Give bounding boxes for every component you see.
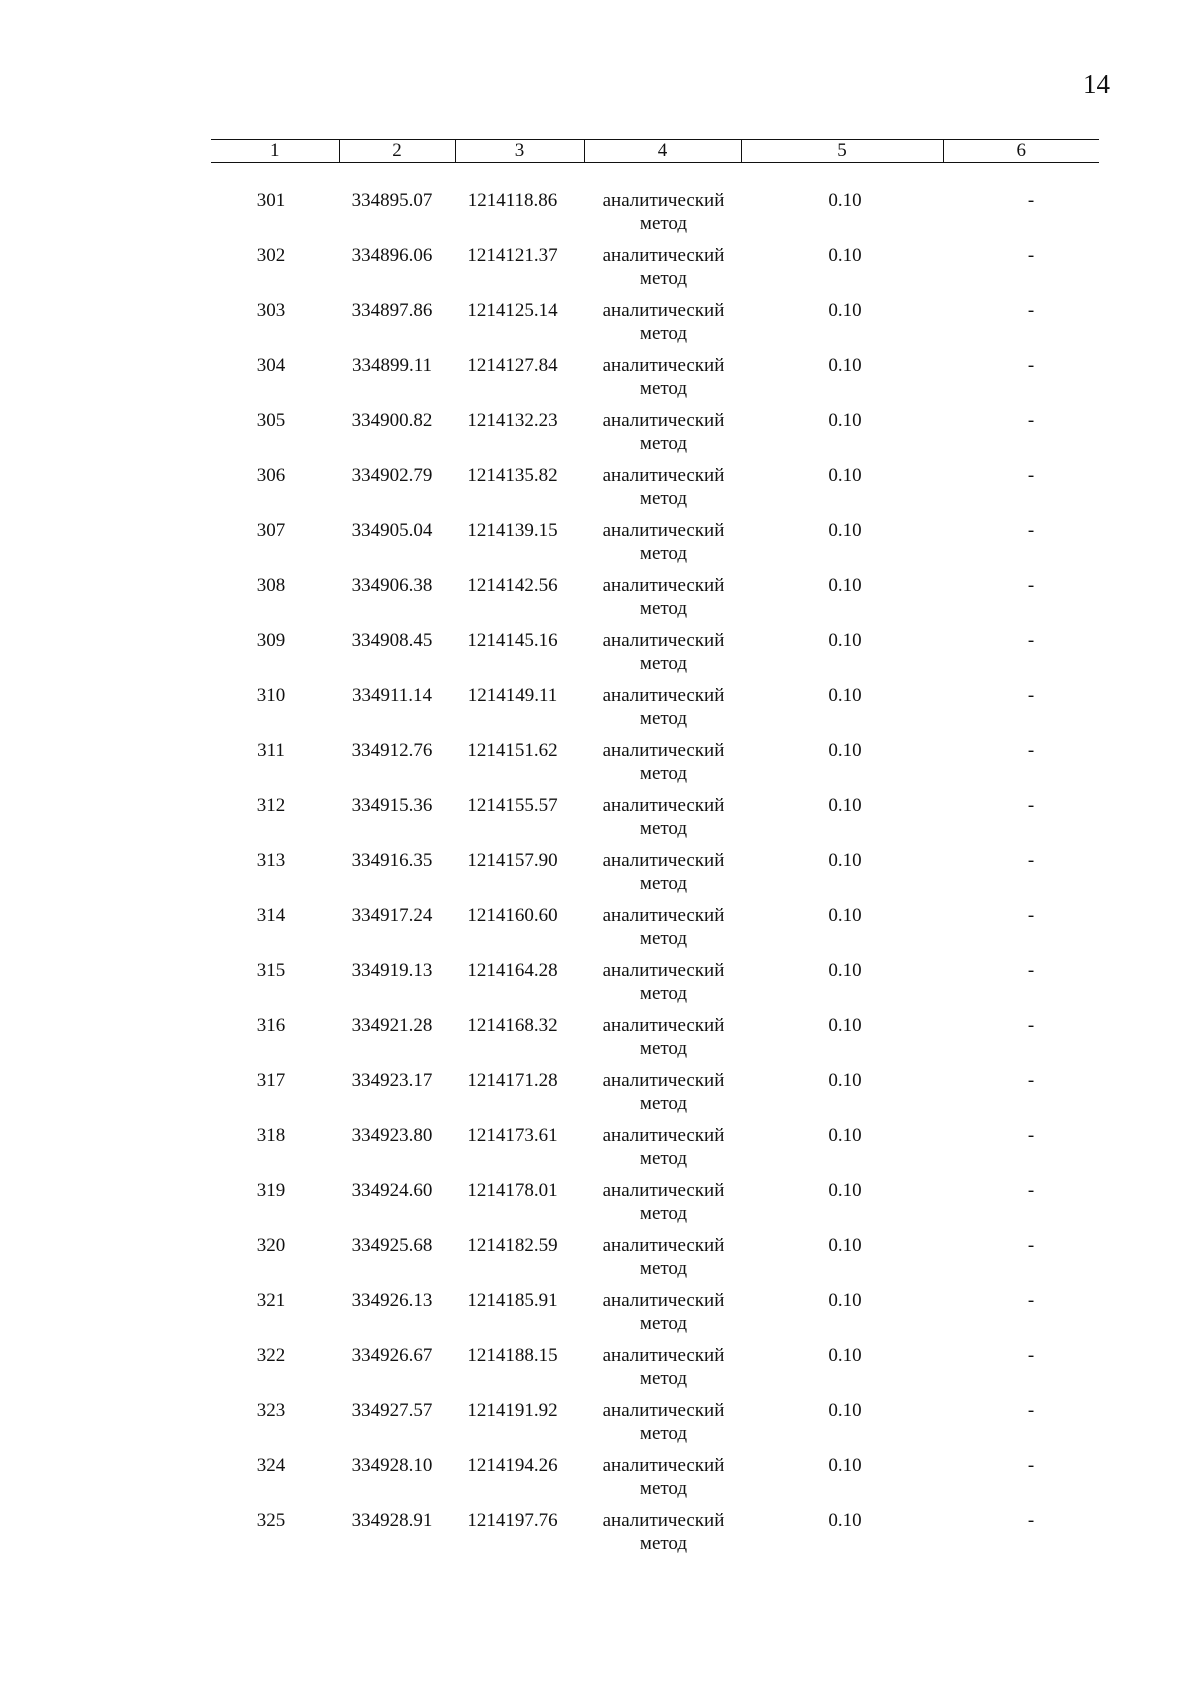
method-cell	[584, 684, 741, 739]
x-coordinate-cell: 334928.10	[351, 1455, 433, 1476]
y-coordinate-cell: 1214142.56	[467, 575, 558, 596]
method-cell	[584, 1399, 741, 1454]
method-line-2: метод	[639, 653, 688, 674]
method-cell	[584, 1454, 741, 1509]
y-coordinate-cell: 1214121.37	[467, 245, 558, 266]
point-number-cell: 324	[256, 1455, 286, 1476]
x-coordinate-cell: 334925.68	[351, 1235, 433, 1256]
note-cell: -	[1027, 355, 1035, 376]
method-line-2: метод	[639, 488, 688, 509]
page-number: 14	[1083, 69, 1110, 99]
table-row	[211, 354, 1099, 409]
y-coordinate-cell: 1214191.92	[467, 1400, 558, 1421]
y-coordinate-cell: 1214149.11	[467, 685, 558, 706]
error-cell: 0.10	[828, 1455, 862, 1476]
error-cell: 0.10	[828, 740, 862, 761]
table-row	[211, 299, 1099, 354]
method-line-1: аналитический	[602, 465, 725, 486]
point-number-cell: 305	[256, 410, 286, 431]
method-line-1: аналитический	[602, 575, 725, 596]
method-line-1: аналитический	[602, 1400, 725, 1421]
method-line-1: аналитический	[602, 1015, 725, 1036]
table-row	[211, 1289, 1099, 1344]
y-coordinate-cell: 1214164.28	[467, 960, 558, 981]
error-cell: 0.10	[828, 850, 862, 871]
y-coordinate-cell: 1214155.57	[467, 795, 558, 816]
point-number-cell: 303	[256, 300, 286, 321]
error-cell: 0.10	[828, 190, 862, 211]
x-coordinate-cell: 334905.04	[351, 520, 433, 541]
x-coordinate-cell: 334897.86	[351, 300, 433, 321]
y-coordinate-cell: 1214178.01	[467, 1180, 558, 1201]
method-cell	[584, 1344, 741, 1399]
method-cell	[584, 904, 741, 959]
column-header-3: 3	[455, 140, 584, 163]
error-cell: 0.10	[828, 1400, 862, 1421]
method-line-1: аналитический	[602, 905, 725, 926]
table-row	[211, 629, 1099, 684]
note-cell: -	[1027, 1015, 1035, 1036]
x-coordinate-cell: 334902.79	[351, 465, 433, 486]
table-row	[211, 574, 1099, 629]
table-row	[211, 849, 1099, 904]
x-coordinate-cell: 334896.06	[351, 245, 433, 266]
note-cell: -	[1027, 685, 1035, 706]
note-cell: -	[1027, 1180, 1035, 1201]
error-cell: 0.10	[828, 1235, 862, 1256]
point-number-cell: 310	[256, 685, 286, 706]
method-line-1: аналитический	[602, 245, 725, 266]
table-row	[211, 1509, 1099, 1564]
method-line-2: метод	[639, 1478, 688, 1499]
note-cell: -	[1027, 410, 1035, 431]
method-cell	[584, 849, 741, 904]
error-cell: 0.10	[828, 960, 862, 981]
x-coordinate-cell: 334917.24	[351, 905, 433, 926]
note-cell: -	[1027, 960, 1035, 981]
note-cell: -	[1027, 1235, 1035, 1256]
note-cell: -	[1027, 740, 1035, 761]
method-line-1: аналитический	[602, 1510, 725, 1531]
error-cell: 0.10	[828, 355, 862, 376]
method-cell	[584, 1069, 741, 1124]
note-cell: -	[1027, 630, 1035, 651]
method-line-2: метод	[639, 598, 688, 619]
table-row	[211, 684, 1099, 739]
note-cell: -	[1027, 245, 1035, 266]
method-line-2: метод	[639, 323, 688, 344]
column-header-6: 6	[943, 140, 1099, 163]
y-coordinate-cell: 1214151.62	[467, 740, 558, 761]
method-line-1: аналитический	[602, 1345, 725, 1366]
method-line-2: метод	[639, 1533, 688, 1554]
point-number-cell: 311	[257, 740, 285, 761]
method-line-1: аналитический	[602, 795, 725, 816]
point-number-cell: 321	[256, 1290, 286, 1311]
table-row	[211, 959, 1099, 1014]
x-coordinate-cell: 334926.67	[351, 1345, 433, 1366]
method-line-1: аналитический	[602, 1125, 725, 1146]
point-number-cell: 307	[256, 520, 286, 541]
method-line-2: метод	[639, 1148, 688, 1169]
table-row	[211, 794, 1099, 849]
method-line-1: аналитический	[602, 1455, 725, 1476]
method-cell	[584, 739, 741, 794]
x-coordinate-cell: 334921.28	[351, 1015, 433, 1036]
point-number-cell: 304	[256, 355, 286, 376]
coordinates-table	[211, 139, 1099, 1564]
table-row	[211, 189, 1099, 244]
table-row	[211, 1454, 1099, 1509]
method-line-1: аналитический	[602, 960, 725, 981]
y-coordinate-cell: 1214132.23	[467, 410, 558, 431]
method-line-2: метод	[639, 1203, 688, 1224]
error-cell: 0.10	[828, 410, 862, 431]
y-coordinate-cell: 1214171.28	[467, 1070, 558, 1091]
table-row	[211, 519, 1099, 574]
column-header-2: 2	[339, 140, 455, 163]
method-line-1: аналитический	[602, 410, 725, 431]
method-line-1: аналитический	[602, 300, 725, 321]
note-cell: -	[1027, 1510, 1035, 1531]
table-body	[211, 189, 1099, 1564]
table-row	[211, 1124, 1099, 1179]
point-number-cell: 306	[256, 465, 286, 486]
point-number-cell: 313	[256, 850, 286, 871]
x-coordinate-cell: 334924.60	[351, 1180, 433, 1201]
note-cell: -	[1027, 1400, 1035, 1421]
error-cell: 0.10	[828, 575, 862, 596]
y-coordinate-cell: 1214194.26	[467, 1455, 558, 1476]
method-cell	[584, 1509, 741, 1564]
point-number-cell: 314	[256, 905, 286, 926]
method-cell	[584, 1124, 741, 1179]
y-coordinate-cell: 1214118.86	[467, 190, 558, 211]
method-line-2: метод	[639, 708, 688, 729]
note-cell: -	[1027, 795, 1035, 816]
method-cell	[584, 1014, 741, 1069]
method-line-1: аналитический	[602, 355, 725, 376]
y-coordinate-cell: 1214145.16	[467, 630, 558, 651]
note-cell: -	[1027, 190, 1035, 211]
column-number-row	[211, 140, 1099, 163]
error-cell: 0.10	[828, 1510, 862, 1531]
method-line-2: метод	[639, 1038, 688, 1059]
method-line-2: метод	[639, 983, 688, 1004]
y-coordinate-cell: 1214157.90	[467, 850, 558, 871]
method-line-1: аналитический	[602, 685, 725, 706]
method-line-2: метод	[639, 1313, 688, 1334]
x-coordinate-cell: 334926.13	[351, 1290, 433, 1311]
table-row	[211, 464, 1099, 519]
note-cell: -	[1027, 465, 1035, 486]
method-cell	[584, 299, 741, 354]
y-coordinate-cell: 1214139.15	[467, 520, 558, 541]
error-cell: 0.10	[828, 1290, 862, 1311]
method-line-2: метод	[639, 928, 688, 949]
method-line-2: метод	[639, 1368, 688, 1389]
method-cell	[584, 354, 741, 409]
point-number-cell: 319	[256, 1180, 286, 1201]
y-coordinate-cell: 1214182.59	[467, 1235, 558, 1256]
error-cell: 0.10	[828, 1345, 862, 1366]
error-cell: 0.10	[828, 1125, 862, 1146]
error-cell: 0.10	[828, 1070, 862, 1091]
method-cell	[584, 959, 741, 1014]
table-row	[211, 244, 1099, 299]
table-row	[211, 1014, 1099, 1069]
error-cell: 0.10	[828, 465, 862, 486]
note-cell: -	[1027, 850, 1035, 871]
y-coordinate-cell: 1214197.76	[467, 1510, 558, 1531]
x-coordinate-cell: 334916.35	[351, 850, 433, 871]
x-coordinate-cell: 334915.36	[351, 795, 433, 816]
method-cell	[584, 1234, 741, 1289]
x-coordinate-cell: 334911.14	[351, 685, 433, 706]
error-cell: 0.10	[828, 795, 862, 816]
method-line-1: аналитический	[602, 630, 725, 651]
method-line-1: аналитический	[602, 190, 725, 211]
method-cell	[584, 1179, 741, 1234]
y-coordinate-cell: 1214168.32	[467, 1015, 558, 1036]
error-cell: 0.10	[828, 300, 862, 321]
method-cell	[584, 244, 741, 299]
y-coordinate-cell: 1214135.82	[467, 465, 558, 486]
y-coordinate-cell: 1214127.84	[467, 355, 558, 376]
y-coordinate-cell: 1214160.60	[467, 905, 558, 926]
point-number-cell: 315	[256, 960, 286, 981]
error-cell: 0.10	[828, 905, 862, 926]
y-coordinate-cell: 1214173.61	[467, 1125, 558, 1146]
method-line-2: метод	[639, 213, 688, 234]
table-row	[211, 1179, 1099, 1234]
method-line-2: метод	[639, 873, 688, 894]
note-cell: -	[1027, 300, 1035, 321]
table-header	[211, 140, 1099, 190]
method-cell	[584, 409, 741, 464]
error-cell: 0.10	[828, 245, 862, 266]
method-cell	[584, 574, 741, 629]
x-coordinate-cell: 334928.91	[351, 1510, 433, 1531]
note-cell: -	[1027, 1125, 1035, 1146]
method-line-2: метод	[639, 268, 688, 289]
method-line-2: метод	[639, 1258, 688, 1279]
error-cell: 0.10	[828, 1180, 862, 1201]
method-line-1: аналитический	[602, 520, 725, 541]
x-coordinate-cell: 334908.45	[351, 630, 433, 651]
method-line-2: метод	[639, 1093, 688, 1114]
method-line-2: метод	[639, 378, 688, 399]
point-number-cell: 309	[256, 630, 286, 651]
point-number-cell: 320	[256, 1235, 286, 1256]
x-coordinate-cell: 334923.80	[351, 1125, 433, 1146]
point-number-cell: 302	[256, 245, 286, 266]
method-line-2: метод	[639, 543, 688, 564]
note-cell: -	[1027, 575, 1035, 596]
table-row	[211, 1399, 1099, 1454]
method-line-1: аналитический	[602, 1290, 725, 1311]
method-cell	[584, 464, 741, 519]
note-cell: -	[1027, 1290, 1035, 1311]
point-number-cell: 312	[256, 795, 286, 816]
method-line-1: аналитический	[602, 1180, 725, 1201]
point-number-cell: 323	[256, 1400, 286, 1421]
x-coordinate-cell: 334919.13	[351, 960, 433, 981]
x-coordinate-cell: 334906.38	[351, 575, 433, 596]
point-number-cell: 318	[256, 1125, 286, 1146]
column-header-4: 4	[584, 140, 741, 163]
y-coordinate-cell: 1214185.91	[467, 1290, 558, 1311]
error-cell: 0.10	[828, 1015, 862, 1036]
table-row	[211, 1069, 1099, 1124]
method-cell	[584, 1289, 741, 1344]
point-number-cell: 301	[256, 190, 286, 211]
column-header-1: 1	[211, 140, 339, 163]
method-line-1: аналитический	[602, 1235, 725, 1256]
x-coordinate-cell: 334923.17	[351, 1070, 433, 1091]
x-coordinate-cell: 334912.76	[351, 740, 433, 761]
x-coordinate-cell: 334895.07	[351, 190, 433, 211]
table-row	[211, 1234, 1099, 1289]
note-cell: -	[1027, 1070, 1035, 1091]
point-number-cell: 325	[256, 1510, 286, 1531]
method-line-2: метод	[639, 433, 688, 454]
x-coordinate-cell: 334927.57	[351, 1400, 433, 1421]
method-line-2: метод	[639, 1423, 688, 1444]
point-number-cell: 308	[256, 575, 286, 596]
table-row	[211, 409, 1099, 464]
method-line-1: аналитический	[602, 1070, 725, 1091]
method-line-1: аналитический	[602, 850, 725, 871]
y-coordinate-cell: 1214125.14	[467, 300, 558, 321]
note-cell: -	[1027, 905, 1035, 926]
note-cell: -	[1027, 1345, 1035, 1366]
method-line-2: метод	[639, 763, 688, 784]
note-cell: -	[1027, 1455, 1035, 1476]
column-header-5: 5	[741, 140, 943, 163]
x-coordinate-cell: 334900.82	[351, 410, 433, 431]
method-cell	[584, 794, 741, 849]
method-cell	[584, 629, 741, 684]
method-cell	[584, 189, 741, 244]
method-line-1: аналитический	[602, 740, 725, 761]
method-cell	[584, 519, 741, 574]
method-line-2: метод	[639, 818, 688, 839]
table-row	[211, 739, 1099, 794]
note-cell: -	[1027, 520, 1035, 541]
y-coordinate-cell: 1214188.15	[467, 1345, 558, 1366]
x-coordinate-cell: 334899.11	[351, 355, 433, 376]
table-row	[211, 904, 1099, 959]
table-row	[211, 1344, 1099, 1399]
error-cell: 0.10	[828, 685, 862, 706]
error-cell: 0.10	[828, 520, 862, 541]
header-spacer	[211, 163, 1099, 190]
point-number-cell: 322	[256, 1345, 286, 1366]
error-cell: 0.10	[828, 630, 862, 651]
point-number-cell: 317	[256, 1070, 286, 1091]
point-number-cell: 316	[256, 1015, 286, 1036]
